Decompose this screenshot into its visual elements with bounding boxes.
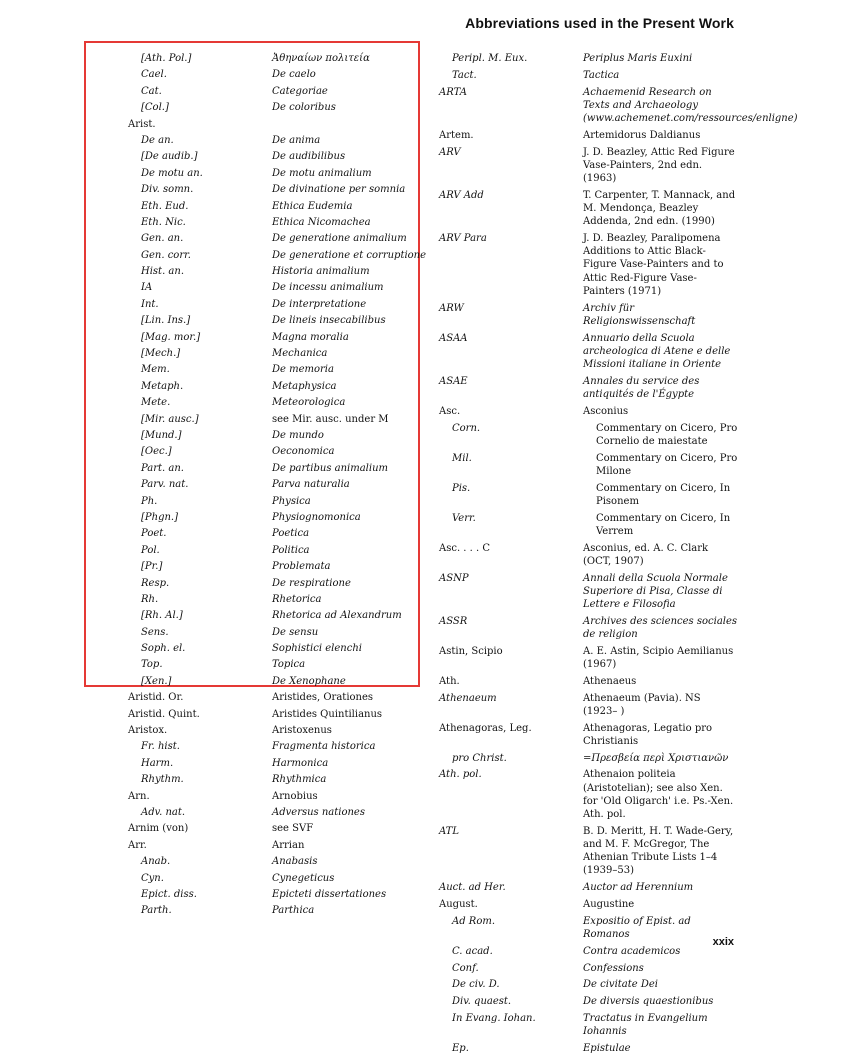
abbreviation: Resp. bbox=[141, 577, 170, 589]
abbreviation: Asc. bbox=[439, 405, 461, 417]
abbreviation: Arist. bbox=[128, 118, 156, 130]
abbreviation: Hist. an. bbox=[141, 266, 185, 278]
abbreviation-entry bbox=[128, 904, 428, 920]
expansion: De motu animalium bbox=[272, 167, 372, 179]
abbreviation-entry bbox=[128, 675, 428, 691]
abbreviation: pro Christ. bbox=[452, 752, 507, 764]
abbreviation-entry bbox=[128, 773, 428, 789]
abbreviation-entry bbox=[439, 69, 739, 86]
abbreviation: Metaph. bbox=[141, 380, 184, 392]
expansion: De diversis quaestionibus bbox=[583, 996, 714, 1008]
expansion: De caelo bbox=[272, 69, 316, 81]
abbreviation: ATL bbox=[439, 825, 459, 837]
expansion: Politica bbox=[272, 544, 310, 556]
expansion: Commentary on Cicero, Pro Cornelio de maiestate bbox=[596, 422, 738, 447]
abbreviation: Aristid. Quint. bbox=[128, 708, 200, 720]
abbreviation: ARW bbox=[439, 302, 464, 314]
abbreviation-entry bbox=[128, 85, 428, 101]
abbreviation-entry bbox=[128, 413, 428, 429]
abbreviation-entry bbox=[128, 118, 428, 134]
abbreviation-entry bbox=[439, 189, 739, 232]
abbreviation-entry bbox=[439, 915, 739, 945]
expansion: Epicteti dissertationes bbox=[272, 888, 387, 900]
abbreviation-entry bbox=[128, 249, 428, 265]
abbreviation-entry bbox=[128, 822, 428, 838]
abbreviation-entry bbox=[439, 768, 739, 824]
abbreviation: Ad Rom. bbox=[452, 915, 496, 927]
abbreviation: ARV Para bbox=[439, 233, 487, 244]
abbreviation-entry bbox=[128, 331, 428, 347]
expansion: Annali della Scuola Normale Superiore di Pisa, Classe di Lettere e Filosofia bbox=[583, 572, 728, 611]
abbreviation-entry bbox=[128, 511, 428, 527]
abbreviation-entry bbox=[439, 146, 739, 189]
expansion: Harmonica bbox=[272, 757, 329, 769]
abbreviation-entry bbox=[439, 722, 739, 752]
abbreviation-entry bbox=[439, 898, 739, 915]
page-header: Abbreviations used in the Present Work bbox=[465, 15, 734, 31]
abbreviation: Mete. bbox=[141, 397, 171, 409]
abbreviation: Corn. bbox=[452, 422, 481, 434]
expansion: Ethica Nicomachea bbox=[272, 216, 371, 228]
expansion: Rhythmica bbox=[272, 774, 327, 786]
abbreviation: Verr. bbox=[452, 512, 476, 524]
abbreviation-entry bbox=[439, 52, 739, 69]
abbreviation: Rhythm. bbox=[141, 774, 184, 786]
abbreviation-entry bbox=[128, 527, 428, 543]
abbreviation-entry bbox=[128, 68, 428, 84]
abbreviation-entry bbox=[128, 740, 428, 756]
abbreviation: Athenaeum bbox=[439, 692, 497, 704]
expansion: Annales du service des antiquités de l'Égypte bbox=[583, 375, 700, 401]
abbreviation-entry bbox=[439, 572, 739, 615]
expansion: see SVF bbox=[272, 823, 314, 835]
expansion: Tractatus in Evangelium Iohannis bbox=[583, 1013, 708, 1038]
abbreviation: In Evang. Iohan. bbox=[452, 1013, 536, 1024]
abbreviation: Athenagoras, Leg. bbox=[439, 722, 532, 734]
abbreviation-entry bbox=[128, 396, 428, 412]
abbreviation: Ph. bbox=[141, 495, 158, 507]
abbreviation-entry bbox=[128, 265, 428, 281]
expansion: Physiognomonica bbox=[272, 511, 361, 523]
abbreviation-entry bbox=[128, 593, 428, 609]
expansion: De respiratione bbox=[272, 577, 351, 589]
abbreviation: Anab. bbox=[141, 856, 171, 868]
expansion: =Πρεσβεία περὶ Χριστιανῶν bbox=[583, 752, 729, 764]
expansion: De divinatione per somnia bbox=[272, 184, 406, 196]
expansion: De audibilibus bbox=[272, 151, 346, 163]
abbreviation: Adv. nat. bbox=[141, 806, 186, 818]
expansion: Commentary on Cicero, In Pisonem bbox=[596, 482, 731, 507]
expansion: Asconius, ed. A. C. Clark (OCT, 1907) bbox=[583, 542, 709, 567]
abbreviation: ASNP bbox=[439, 572, 469, 584]
abbreviation-entry bbox=[439, 375, 739, 405]
abbreviation-entry bbox=[439, 1012, 739, 1042]
abbreviation: [Col.] bbox=[141, 102, 169, 114]
expansion: Mechanica bbox=[272, 348, 328, 360]
abbreviation-entry bbox=[439, 645, 739, 675]
abbreviation-entry bbox=[128, 495, 428, 511]
expansion: Problemata bbox=[272, 561, 331, 573]
abbreviation: Aristox. bbox=[128, 725, 168, 737]
abbreviation: Gen. corr. bbox=[141, 249, 191, 261]
abbreviation: [Phgn.] bbox=[141, 511, 178, 523]
expansion: Commentary on Cicero, In Verrem bbox=[596, 512, 731, 537]
abbreviation: [Mech.] bbox=[141, 348, 181, 360]
expansion: Ἀθηναίων πολιτεία bbox=[272, 53, 370, 64]
abbreviation-entry bbox=[128, 445, 428, 461]
abbreviation-entry bbox=[128, 167, 428, 183]
abbreviation: [Lin. Ins.] bbox=[141, 315, 191, 327]
abbreviation-entry bbox=[128, 888, 428, 904]
abbreviation-entry bbox=[128, 281, 428, 297]
abbreviation-entry bbox=[439, 302, 739, 332]
abbreviation: De motu an. bbox=[141, 167, 203, 179]
abbreviation-entry bbox=[128, 658, 428, 674]
expansion: De anima bbox=[272, 134, 321, 146]
abbreviation: C. acad. bbox=[452, 945, 493, 957]
abbreviation-entry bbox=[128, 872, 428, 888]
abbreviation-entry bbox=[128, 544, 428, 560]
abbreviation: Sens. bbox=[141, 626, 169, 638]
abbreviation-entry bbox=[128, 626, 428, 642]
expansion: De generatione et corruptione bbox=[272, 249, 427, 261]
expansion: Aristoxenus bbox=[272, 725, 332, 737]
abbreviation: IA bbox=[141, 282, 153, 294]
abbreviation-entry bbox=[128, 183, 428, 199]
abbreviation-entry bbox=[439, 232, 739, 302]
abbreviation-entry bbox=[128, 724, 428, 740]
expansion: De civitate Dei bbox=[583, 979, 658, 991]
abbreviation: ARV Add bbox=[439, 189, 484, 201]
abbreviation-entry bbox=[128, 577, 428, 593]
expansion: T. Carpenter, T. Mannack, and M. Mendonça, Beazley Addenda, 2nd edn. (1990) bbox=[583, 189, 736, 228]
expansion: De Xenophane bbox=[272, 675, 346, 687]
expansion: Annuario della Scuola archeologica di Atene e delle Missioni italiane in Oriente bbox=[583, 332, 731, 371]
abbreviation-entry bbox=[128, 52, 428, 68]
abbreviation: Div. somn. bbox=[141, 184, 194, 196]
abbreviation-entry bbox=[439, 995, 739, 1012]
abbreviation-entry bbox=[439, 332, 739, 375]
expansion: De lineis insecabilibus bbox=[272, 315, 386, 327]
abbreviation-entry bbox=[439, 945, 739, 962]
expansion: Expositio of Epist. ad Romanos bbox=[583, 915, 691, 941]
expansion: De memoria bbox=[272, 364, 334, 376]
abbreviation-entry bbox=[128, 200, 428, 216]
abbreviation: De an. bbox=[141, 134, 174, 146]
abbreviation-entry bbox=[128, 429, 428, 445]
expansion: A. E. Astin, Scipio Aemilianus (1967) bbox=[583, 645, 734, 671]
abbreviation-entry bbox=[128, 134, 428, 150]
abbreviation: Fr. hist. bbox=[141, 741, 180, 753]
expansion: Athenaeus bbox=[583, 675, 637, 687]
abbreviation-entry bbox=[128, 363, 428, 379]
abbreviation-entry bbox=[128, 347, 428, 363]
abbreviation-entry bbox=[439, 482, 739, 512]
expansion: J. D. Beazley, Paralipomena Additions to Attic Black-Figure Vase-Painters and to Attic Red-Figure Vase-Painters (1971) bbox=[583, 233, 724, 297]
abbreviation: Gen. an. bbox=[141, 233, 184, 245]
abbreviation: Astin, Scipio bbox=[439, 645, 503, 657]
abbreviation: Auct. ad Her. bbox=[439, 882, 506, 894]
page-number: xxix bbox=[712, 936, 734, 948]
abbreviation: ARV bbox=[439, 146, 461, 158]
expansion: J. D. Beazley, Attic Red Figure Vase-Painters, 2nd edn. (1963) bbox=[583, 146, 735, 184]
abbreviation-entry bbox=[128, 150, 428, 166]
expansion: Rhetorica ad Alexandrum bbox=[272, 610, 402, 622]
expansion: Athenaeum (Pavia). NS (1923– ) bbox=[583, 692, 701, 717]
abbreviation: [Oec.] bbox=[141, 446, 172, 458]
abbreviation-entry bbox=[128, 642, 428, 658]
abbreviation: Mil. bbox=[452, 452, 472, 464]
abbreviation-entry bbox=[439, 86, 798, 129]
abbreviation: [Mir. ausc.] bbox=[141, 413, 199, 425]
abbreviation-entry bbox=[128, 216, 428, 232]
abbreviation: Int. bbox=[141, 298, 159, 310]
abbreviation: Eth. Nic. bbox=[141, 216, 186, 228]
expansion: Epistulae bbox=[583, 1043, 631, 1054]
abbreviation-entry bbox=[128, 691, 428, 707]
abbreviation-entry bbox=[439, 452, 739, 482]
expansion: De mundo bbox=[272, 429, 324, 441]
abbreviation: Asc. . . . C bbox=[439, 542, 491, 554]
abbreviation-entry bbox=[128, 560, 428, 576]
abbreviation-entry bbox=[128, 298, 428, 314]
abbreviation-entry bbox=[439, 1042, 739, 1059]
abbreviation: [Rh. Al.] bbox=[141, 610, 183, 622]
abbreviation-entry bbox=[439, 675, 739, 692]
abbreviation-entry bbox=[128, 380, 428, 396]
expansion: De interpretatione bbox=[272, 298, 367, 310]
abbreviation: Div. quaest. bbox=[452, 996, 512, 1008]
abbreviation: [Mund.] bbox=[141, 429, 182, 441]
expansion: De partibus animalium bbox=[272, 462, 388, 474]
expansion: Cynegeticus bbox=[272, 872, 335, 884]
abbreviation: ASAE bbox=[439, 375, 468, 387]
abbreviation: [De audib.] bbox=[141, 151, 198, 163]
expansion: De generatione animalium bbox=[272, 233, 407, 245]
expansion: Athenaion politeia (Aristotelian); see also Xen. for 'Old Oligarch' i.e. Ps.-Xen. Ath. pol. bbox=[583, 769, 734, 821]
abbreviation-entry bbox=[128, 609, 428, 625]
abbreviation: Epict. diss. bbox=[141, 888, 197, 900]
abbreviation-entry bbox=[128, 806, 428, 822]
abbreviation-entry bbox=[128, 478, 428, 494]
left-column bbox=[128, 52, 428, 921]
expansion: Anabasis bbox=[272, 856, 318, 868]
expansion: Asconius bbox=[583, 405, 629, 417]
abbreviation: August. bbox=[439, 899, 478, 911]
abbreviation: Cael. bbox=[141, 69, 167, 81]
expansion: Aristides Quintilianus bbox=[272, 708, 383, 720]
abbreviation-entry bbox=[439, 881, 739, 898]
abbreviation-entry bbox=[128, 708, 428, 724]
abbreviation-entry bbox=[439, 405, 739, 422]
expansion: Arrian bbox=[272, 839, 305, 851]
abbreviation: Pol. bbox=[141, 544, 160, 556]
expansion: De coloribus bbox=[272, 102, 336, 114]
expansion: Arnobius bbox=[272, 790, 318, 802]
abbreviation: [Ath. Pol.] bbox=[141, 53, 192, 64]
abbreviation-entry bbox=[439, 129, 739, 146]
abbreviation: Aristid. Or. bbox=[128, 692, 184, 704]
expansion: Archives des sciences sociales de religion bbox=[583, 615, 738, 641]
expansion: see Mir. ausc. under M bbox=[272, 413, 389, 425]
abbreviation-entry bbox=[128, 314, 428, 330]
abbreviation-entry bbox=[439, 512, 739, 542]
abbreviation: Soph. el. bbox=[141, 643, 186, 655]
abbreviation-entry bbox=[439, 978, 739, 995]
expansion: Confessions bbox=[583, 962, 644, 974]
abbreviation-entry bbox=[439, 962, 739, 979]
abbreviation: Conf. bbox=[452, 962, 479, 974]
expansion: Augustine bbox=[583, 899, 635, 911]
expansion: Parthica bbox=[272, 905, 315, 917]
abbreviation-entry bbox=[439, 422, 739, 452]
expansion: Poetica bbox=[272, 528, 310, 540]
expansion: Tactica bbox=[583, 69, 620, 81]
abbreviation: Part. an. bbox=[141, 462, 184, 474]
expansion: Rhetorica bbox=[272, 593, 322, 605]
abbreviation-entry bbox=[128, 462, 428, 478]
expansion: Periplus Maris Euxini bbox=[583, 53, 693, 64]
abbreviation: Ep. bbox=[452, 1043, 469, 1054]
abbreviation: Artem. bbox=[439, 129, 474, 141]
expansion: Achaemenid Research on Texts and Archaeology (www.achemenet.com/ressources/enligne) bbox=[583, 86, 798, 124]
abbreviation: Rh. bbox=[141, 593, 159, 605]
abbreviation: [Mag. mor.] bbox=[141, 331, 201, 343]
abbreviation: Arn. bbox=[128, 790, 150, 802]
abbreviation: Cyn. bbox=[141, 872, 164, 884]
expansion: De incessu animalium bbox=[272, 282, 384, 294]
abbreviation: Arr. bbox=[128, 839, 147, 851]
expansion: Physica bbox=[272, 495, 311, 507]
expansion: Artemidorus Daldianus bbox=[583, 129, 701, 141]
abbreviation: Cat. bbox=[141, 85, 162, 97]
abbreviation: Eth. Eud. bbox=[141, 200, 189, 212]
abbreviation-entry bbox=[128, 839, 428, 855]
expansion: Adversus nationes bbox=[272, 806, 365, 818]
expansion: Ethica Eudemia bbox=[272, 200, 353, 212]
abbreviation-entry bbox=[439, 752, 739, 769]
abbreviation: Arnim (von) bbox=[128, 823, 189, 835]
expansion: Aristides, Orationes bbox=[272, 692, 374, 704]
abbreviation-entry bbox=[439, 825, 739, 881]
abbreviation: Top. bbox=[141, 659, 163, 671]
abbreviation: ASSR bbox=[439, 615, 468, 627]
abbreviation-entry bbox=[439, 542, 739, 572]
abbreviation: Tact. bbox=[452, 69, 477, 81]
abbreviation-entry bbox=[439, 615, 739, 645]
expansion: Commentary on Cicero, Pro Milone bbox=[596, 452, 738, 477]
abbreviation: Ath. pol. bbox=[439, 769, 482, 781]
expansion: Metaphysica bbox=[272, 380, 337, 392]
expansion: Oeconomica bbox=[272, 446, 335, 458]
expansion: Meteorologica bbox=[272, 397, 346, 409]
expansion: Parva naturalia bbox=[272, 479, 350, 491]
abbreviation: ARTA bbox=[439, 86, 467, 98]
expansion: Fragmenta historica bbox=[272, 741, 376, 753]
abbreviation-entry bbox=[439, 692, 739, 722]
abbreviation: Peripl. M. Eux. bbox=[452, 53, 528, 64]
expansion: Categoriae bbox=[272, 85, 328, 97]
abbreviation: [Xen.] bbox=[141, 675, 172, 687]
expansion: Athenagoras, Legatio pro Christianis bbox=[583, 722, 713, 747]
abbreviation-entry bbox=[128, 757, 428, 773]
expansion: Sophistici elenchi bbox=[272, 643, 362, 655]
abbreviation-entry bbox=[128, 790, 428, 806]
expansion: Magna moralia bbox=[272, 331, 349, 343]
expansion: De sensu bbox=[272, 626, 319, 638]
abbreviation: Mem. bbox=[141, 364, 170, 376]
abbreviation: Harm. bbox=[141, 757, 174, 769]
abbreviation-entry bbox=[128, 855, 428, 871]
abbreviation: Ath. bbox=[439, 675, 460, 687]
abbreviation: Poet. bbox=[141, 528, 167, 540]
abbreviation: Parv. nat. bbox=[141, 479, 189, 491]
expansion: Historia animalium bbox=[272, 266, 370, 278]
abbreviation: ASAA bbox=[439, 332, 468, 344]
abbreviation-entry bbox=[128, 101, 428, 117]
expansion: B. D. Meritt, H. T. Wade-Gery, and M. F. McGregor, The Athenian Tribute Lists 1–4 (1939–53) bbox=[583, 825, 734, 877]
expansion: Archiv für Religionswissenschaft bbox=[583, 302, 696, 327]
abbreviation: Parth. bbox=[141, 905, 172, 917]
expansion: Topica bbox=[272, 659, 306, 671]
abbreviation: Pis. bbox=[452, 482, 471, 494]
expansion: Auctor ad Herennium bbox=[583, 882, 694, 894]
abbreviation: De civ. D. bbox=[452, 979, 500, 991]
abbreviation-entry bbox=[128, 232, 428, 248]
right-column bbox=[439, 52, 798, 1059]
expansion: Contra academicos bbox=[583, 945, 681, 957]
abbreviation: [Pr.] bbox=[141, 561, 163, 573]
